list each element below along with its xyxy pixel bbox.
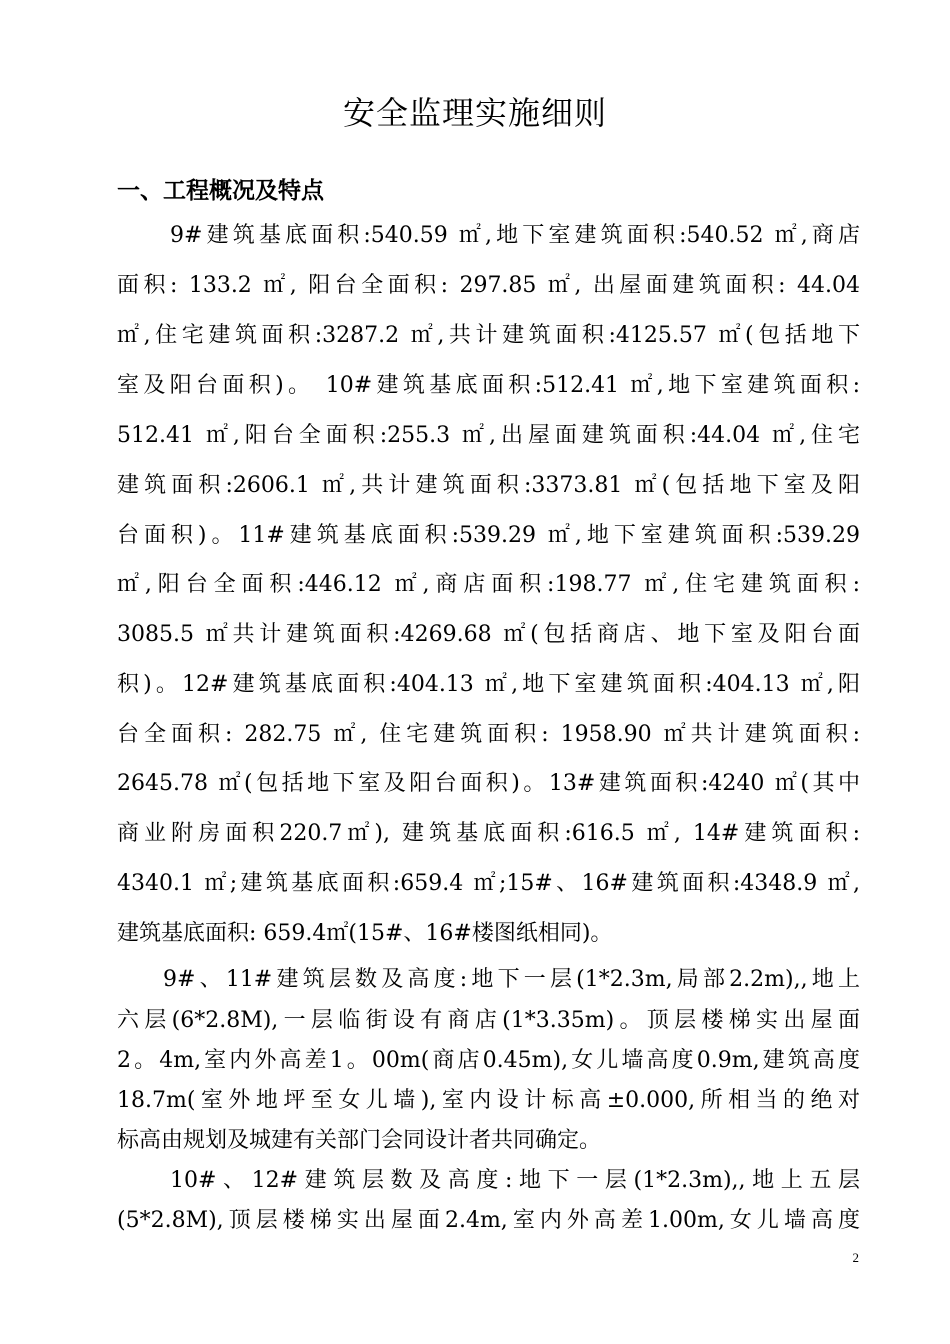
body-line: 商业附房面积220.7㎡), 建筑基底面积:616.5 ㎡, 14#建筑面积: [117, 821, 860, 846]
body-line: 2645.78 ㎡(包括地下室及阳台面积)。13#建筑面积:4240 ㎡(其中 [117, 771, 860, 796]
page-number: 2 [852, 1250, 859, 1265]
body-line: 建筑面积:2606.1 ㎡,共计建筑面积:3373.81 ㎡(包括地下室及阳 [117, 473, 860, 498]
body-line: 台全面积: 282.75 ㎡, 住宅建筑面积: 1958.90 ㎡共计建筑面积: [117, 722, 860, 747]
body-line: 建筑基底面积: 659.4㎡(15#、16#楼图纸相同)。 [117, 921, 613, 946]
body-line: 10#、12#建筑层数及高度:地下一层(1*2.3m),,地上五层 [170, 1168, 860, 1193]
page-title: 安全监理实施细则 [342, 94, 607, 132]
body-line: ㎡,阳台全面积:446.12 ㎡,商店面积:198.77 ㎡,住宅建筑面积: [117, 572, 860, 597]
body-line: 室及阳台面积)。 10#建筑基底面积:512.41 ㎡,地下室建筑面积: [117, 373, 860, 398]
body-line: (5*2.8M),顶层楼梯实出屋面2.4m,室内外高差1.00m,女儿墙高度 [117, 1208, 860, 1233]
body-line: 标高由规划及城建有关部门会同设计者共同确定。 [117, 1128, 602, 1153]
body-line: 六层(6*2.8M),一层临街设有商店(1*3.35m)。顶层楼梯实出屋面 [117, 1008, 860, 1033]
body-line: 积)。12#建筑基底面积:404.13 ㎡,地下室建筑面积:404.13 ㎡,阳 [117, 672, 860, 697]
body-line: 4340.1 ㎡;建筑基底面积:659.4 ㎡;15#、16#建筑面积:4348.9 ㎡, [117, 871, 860, 896]
body-line: 2。4m,室内外高差1。00m(商店0.45m),女儿墙高度0.9m,建筑高度 [117, 1048, 860, 1073]
body-line: 9#、11#建筑层数及高度:地下一层(1*2.3m,局部2.2m),,地上 [163, 967, 860, 992]
section-heading: 一、工程概况及特点 [117, 178, 324, 204]
body-line: 18.7m(室外地坪至女儿墙),室内设计标高±0.000,所相当的绝对 [117, 1088, 860, 1113]
body-line: 台面积)。11#建筑基底面积:539.29 ㎡,地下室建筑面积:539.29 [117, 523, 860, 548]
body-line: ㎡,住宅建筑面积:3287.2 ㎡,共计建筑面积:4125.57 ㎡(包括地下 [117, 323, 860, 348]
body-line: 3085.5 ㎡共计建筑面积:4269.68 ㎡(包括商店、地下室及阳台面 [117, 622, 860, 647]
body-line: 512.41 ㎡,阳台全面积:255.3 ㎡,出屋面建筑面积:44.04 ㎡,住宅 [117, 423, 860, 448]
body-line: 面积: 133.2 ㎡, 阳台全面积: 297.85 ㎡, 出屋面建筑面积: 44.04 [117, 273, 860, 298]
body-line: 9#建筑基底面积:540.59 ㎡,地下室建筑面积:540.52 ㎡,商店 [170, 223, 860, 248]
